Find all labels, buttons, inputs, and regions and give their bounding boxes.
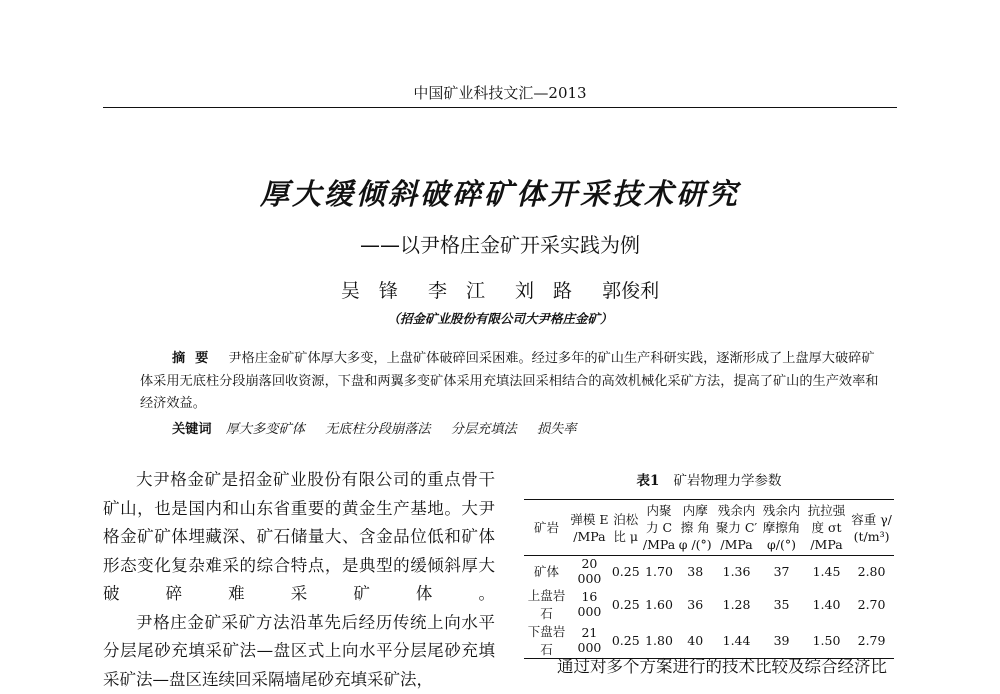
table-cell: 37 <box>759 556 804 587</box>
table-cell: 16 000 <box>569 586 610 622</box>
table-cell: 1.80 <box>642 622 677 659</box>
table-cell: 1.28 <box>714 586 759 622</box>
table-caption <box>524 469 894 489</box>
table-header-cell: 残余内 聚力 C′ /MPa <box>714 500 759 556</box>
table-header-cell: 泊松 比 μ <box>610 500 642 556</box>
paper-subtitle: ——以尹格庄金矿开采实践为例 <box>0 229 1000 258</box>
abstract <box>140 348 882 416</box>
table-row <box>524 586 894 622</box>
author: 吴 锋 <box>341 280 398 302</box>
table-cell: 0.25 <box>610 586 642 622</box>
table-cell: 35 <box>759 586 804 622</box>
keyword: 无底柱分段崩落法 <box>325 422 431 437</box>
table-cell: 1.70 <box>642 556 677 587</box>
body-paragraph: 尹格庄金矿采矿方法沿革先后经历传统上向水平分层尾砂充填采矿法—盘区式上向水平分层尾砂充填采矿法—盘区连续回采隔墙尾砂充填采矿法， <box>103 609 495 694</box>
table-header-cell: 容重 γ/ (t/m³) <box>849 500 894 556</box>
table-title: 矿岩物理力学参数 <box>673 473 781 489</box>
table-cell: 39 <box>759 622 804 659</box>
body-left-column <box>103 466 495 694</box>
body-paragraph: 大尹格金矿是招金矿业股份有限公司的重点骨干矿山，也是国内和山东省重要的黄金生产基地。大尹格金矿矿体埋藏深、矿石储量大、含金品位低和矿体形态变化复杂难采的综合特点，是典型的缓倾斜厚大破碎难采矿体。 <box>103 466 495 609</box>
table-cell: 0.25 <box>610 556 642 587</box>
table-header-cell: 抗拉强 度 σt /MPa <box>804 500 849 556</box>
table-cell: 38 <box>676 556 713 587</box>
table-cell: 2.70 <box>849 586 894 622</box>
table-cell: 20 000 <box>569 556 610 587</box>
author: 刘 路 <box>515 280 572 302</box>
table-cell: 下盘岩石 <box>524 622 569 659</box>
table-cell: 上盘岩石 <box>524 586 569 622</box>
abstract-label: 摘要 <box>172 351 218 366</box>
keyword: 厚大多变矿体 <box>226 422 305 437</box>
table-header-row <box>524 500 894 556</box>
table-number: 表1 <box>637 473 660 489</box>
table-cell: 1.40 <box>804 586 849 622</box>
table-header-cell: 矿岩 <box>524 500 569 556</box>
table-cell: 1.45 <box>804 556 849 587</box>
table-cell: 36 <box>676 586 713 622</box>
table-cell: 1.36 <box>714 556 759 587</box>
table-header-cell: 内聚 力 C /MPa <box>642 500 677 556</box>
table-cell: 40 <box>676 622 713 659</box>
table-cell: 21 000 <box>569 622 610 659</box>
rock-properties-table <box>524 499 894 659</box>
table-cell: 0.25 <box>610 622 642 659</box>
header-rule <box>103 107 897 108</box>
table-cell: 2.79 <box>849 622 894 659</box>
abstract-text: 尹格庄金矿矿体厚大多变，上盘矿体破碎回采困难。经过多年的矿山生产科研实践，逐渐形成了上盘厚大破碎矿体采用无底柱分段崩落回收资源，下盘和两翼多变矿体采用充填法回采相结合的高效机械化采矿方法，提高了矿山的生产效率和经济效益。 <box>140 351 879 411</box>
table-header-cell: 内摩擦 角 φ /(°) <box>676 500 713 556</box>
author-list <box>0 276 1000 303</box>
table-cell: 1.60 <box>642 586 677 622</box>
keyword: 损失率 <box>537 422 577 437</box>
table-header-cell: 残余内 摩擦角 φ/(°) <box>759 500 804 556</box>
author: 郭俊利 <box>602 280 659 302</box>
journal-header: 中国矿业科技文汇—2013 <box>0 82 1000 103</box>
table-row <box>524 556 894 587</box>
affiliation: （招金矿业股份有限公司大尹格庄金矿） <box>0 309 1000 327</box>
body-right-text: 通过对多个方案进行的技术比较及综合经济比 <box>524 653 894 677</box>
paper-title: 厚大缓倾斜破碎矿体开采技术研究 <box>0 172 1000 213</box>
table-header-cell: 弹模 E /MPa <box>569 500 610 556</box>
table-cell: 矿体 <box>524 556 569 587</box>
table-cell: 2.80 <box>849 556 894 587</box>
table-cell: 1.44 <box>714 622 759 659</box>
author: 李 江 <box>428 280 485 302</box>
table-cell: 1.50 <box>804 622 849 659</box>
keyword: 分层充填法 <box>451 422 517 437</box>
keywords-label: 关键词 <box>172 422 212 437</box>
keywords <box>172 418 593 437</box>
